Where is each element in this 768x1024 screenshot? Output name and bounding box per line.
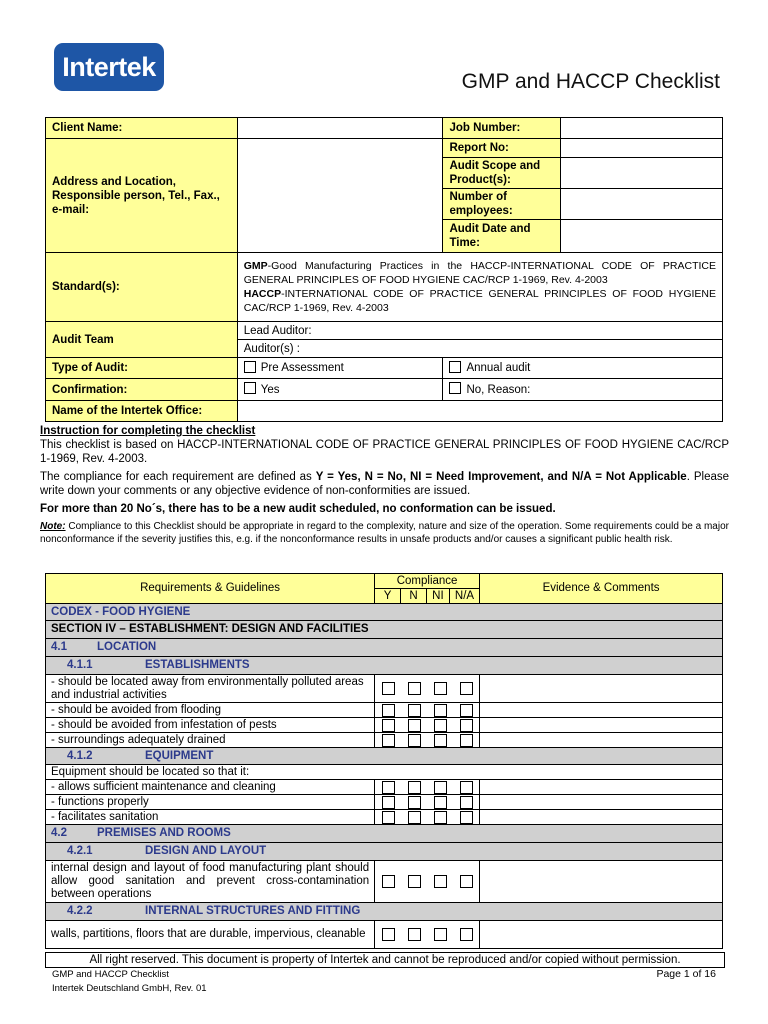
no-reason-option[interactable] [443, 379, 723, 401]
ni-checkbox[interactable] [434, 682, 447, 695]
compliance-checkboxes[interactable] [375, 675, 480, 703]
ni-checkbox[interactable] [434, 928, 447, 941]
table-row: - allows sufficient maintenance and cleaning [46, 780, 375, 795]
heading-4-2-1 [46, 843, 723, 861]
table-row: Equipment should be located so that it: [46, 765, 723, 780]
table-row: - functions properly [46, 795, 375, 810]
yes-checkbox[interactable] [244, 382, 256, 394]
instructions-p3: For more than 20 No´s, there has to be a new audit scheduled, no conformation can be issued. [40, 503, 556, 515]
na-checkbox[interactable] [460, 811, 473, 824]
annual-audit-option[interactable] [443, 358, 723, 379]
compliance-checkboxes[interactable] [375, 861, 480, 903]
footer-company: Intertek Deutschland GmbH, Rev. 01 [52, 983, 207, 994]
n-checkbox[interactable] [408, 719, 421, 732]
compliance-checkboxes[interactable] [375, 795, 480, 810]
heading-4-1-2 [46, 748, 723, 765]
audit-date-field[interactable] [561, 220, 723, 253]
y-checkbox[interactable] [382, 875, 395, 888]
compliance-checkboxes[interactable] [375, 718, 480, 733]
ni-checkbox[interactable] [434, 719, 447, 732]
heading-4-2-number: 4.2 [51, 827, 67, 839]
y-checkbox[interactable] [382, 704, 395, 717]
definition-intro: The compliance for each requirement are defined as [40, 471, 316, 483]
y-checkbox[interactable] [382, 928, 395, 941]
page-number: Page 1 of 16 [656, 968, 716, 980]
compliance-checkboxes[interactable] [375, 921, 480, 949]
n-checkbox[interactable] [408, 704, 421, 717]
haccp-label: HACCP [243, 288, 282, 300]
col-compliance: Compliance [375, 574, 480, 589]
compliance-checkboxes[interactable] [375, 810, 480, 825]
haccp-text: -INTERNATIONAL CODE OF PRACTICE GENERAL PRINCIPLES OF FOOD HYGIENE CAC/RCP 1-1969, Rev. 4-2003 [243, 288, 716, 314]
heading-4-1 [46, 639, 723, 657]
y-checkbox[interactable] [382, 781, 395, 794]
note-label: Note: [40, 521, 66, 532]
report-no-field[interactable] [561, 139, 723, 158]
n-checkbox[interactable] [408, 682, 421, 695]
yes-option[interactable] [237, 379, 443, 401]
instructions [40, 424, 729, 546]
intertek-logo: Intertek [54, 43, 164, 91]
instructions-p1: This checklist is based on HACCP-INTERNATIONAL CODE OF PRACTICE GENERAL PRINCIPLES OF FOOD HYGIENE CAC/RCP 1-1969, Rev. 4-2003. [40, 439, 729, 465]
compliance-checkboxes[interactable] [375, 780, 480, 795]
address-field[interactable] [237, 139, 443, 253]
auditors-field[interactable]: Auditor(s) : [237, 340, 722, 358]
ni-checkbox[interactable] [434, 781, 447, 794]
annual-audit-checkbox[interactable] [449, 361, 461, 373]
gmp-text: -Good Manufacturing Practices in the HACCP-INTERNATIONAL CODE OF PRACTICE GENERAL PRINCIPLES OF FOOD HYGIENE CAC/RCP 1-1969, Rev. 4-2003 [243, 260, 716, 286]
na-checkbox[interactable] [460, 704, 473, 717]
evidence-cell[interactable] [480, 718, 723, 733]
yes-label: Yes [260, 383, 280, 396]
table-row: - should be avoided from flooding [46, 703, 375, 718]
definition-codes: Y = Yes, N = No, NI = Need Improvement, and N/A = Not Applicable [315, 471, 687, 483]
no-reason-label: No, Reason: [466, 383, 531, 396]
pre-assessment-label: Pre Assessment [260, 362, 344, 374]
audit-team-label: Audit Team [46, 322, 238, 358]
y-checkbox[interactable] [382, 719, 395, 732]
audit-date-label: Audit Date and Time: [443, 220, 561, 253]
instructions-note [40, 520, 729, 546]
heading-4-1-1-number: 4.1.1 [67, 659, 93, 671]
y-checkbox[interactable] [382, 796, 395, 809]
checklist-table [45, 573, 723, 949]
rights-notice: All right reserved. This document is property of Intertek and cannot be reproduced and/or copied without permission. [45, 952, 725, 968]
heading-4-1-number: 4.1 [51, 641, 67, 653]
heading-4-2-2-title: INTERNAL STRUCTURES AND FITTING [145, 905, 361, 917]
client-name-field[interactable] [237, 118, 443, 139]
heading-4-2-1-number: 4.2.1 [67, 845, 93, 857]
col-ni: NI [426, 589, 449, 604]
lead-auditor-field[interactable]: Lead Auditor: [237, 322, 722, 340]
ni-checkbox[interactable] [434, 796, 447, 809]
table-row: - facilitates sanitation [46, 810, 375, 825]
page-title: GMP and HACCP Checklist [461, 70, 720, 93]
ni-checkbox[interactable] [434, 875, 447, 888]
definition-tail: . Please write down your comments or any objective evidence of non-conformities are issued. [40, 471, 730, 497]
n-checkbox[interactable] [408, 796, 421, 809]
n-checkbox[interactable] [408, 875, 421, 888]
table-row: internal design and layout of food manufacturing plant should allow good sanitation and prevent cross-contamination between operations [46, 861, 375, 903]
evidence-cell[interactable] [480, 795, 723, 810]
heading-4-1-title: LOCATION [97, 641, 157, 653]
na-checkbox[interactable] [460, 875, 473, 888]
heading-4-1-1 [46, 657, 723, 675]
evidence-cell[interactable] [480, 921, 723, 949]
job-number-label: Job Number: [443, 118, 561, 139]
evidence-cell[interactable] [480, 810, 723, 825]
ni-checkbox[interactable] [434, 811, 447, 824]
heading-4-2-2 [46, 903, 723, 921]
pre-assessment-checkbox[interactable] [244, 361, 256, 373]
footer-left [52, 968, 207, 996]
employees-label: Number of employees: [443, 189, 561, 220]
office-label: Name of the Intertek Office: [46, 401, 238, 422]
y-checkbox[interactable] [382, 682, 395, 695]
audit-scope-field[interactable] [561, 158, 723, 189]
heading-4-2-title: PREMISES AND ROOMS [97, 827, 231, 839]
note-text: Compliance to this Checklist should be appropriate in regard to the complexity, nature and size of the operation. Some requirements could be a major nonconformance if the severity justifies this, e.g. if the nonconformance results in unsafe products and/or causes a significant public health risk. [40, 521, 729, 545]
ni-checkbox[interactable] [434, 734, 447, 747]
address-label: Address and Location, Responsible person, Tel., Fax., e-mail: [46, 139, 238, 253]
table-row: - should be avoided from infestation of pests [46, 718, 375, 733]
n-checkbox[interactable] [408, 734, 421, 747]
employees-field[interactable] [561, 189, 723, 220]
pre-assessment-option[interactable] [237, 358, 443, 379]
na-checkbox[interactable] [460, 734, 473, 747]
n-checkbox[interactable] [408, 928, 421, 941]
col-na: N/A [449, 589, 479, 604]
annual-audit-label: Annual audit [466, 362, 531, 374]
col-n: N [401, 589, 427, 604]
na-checkbox[interactable] [460, 719, 473, 732]
evidence-cell[interactable] [480, 675, 723, 703]
office-field[interactable] [237, 401, 722, 422]
footer-doc-name: GMP and HACCP Checklist [52, 969, 169, 980]
heading-4-2-1-title: DESIGN AND LAYOUT [145, 845, 267, 857]
na-checkbox[interactable] [460, 796, 473, 809]
y-checkbox[interactable] [382, 734, 395, 747]
na-checkbox[interactable] [460, 781, 473, 794]
heading-4-1-2-number: 4.1.2 [67, 749, 93, 762]
job-number-field[interactable] [561, 118, 723, 139]
client-name-label: Client Name: [46, 118, 238, 139]
heading-4-1-1-title: ESTABLISHMENTS [145, 659, 250, 671]
codex-heading: CODEX - FOOD HYGIENE [46, 604, 723, 621]
col-y: Y [375, 589, 401, 604]
gmp-label: GMP [243, 260, 268, 272]
evidence-cell[interactable] [480, 861, 723, 903]
compliance-checkboxes[interactable] [375, 733, 480, 748]
section-heading: SECTION IV – ESTABLISHMENT: DESIGN AND FACILITIES [46, 621, 723, 639]
instructions-heading: Instruction for completing the checklist [40, 425, 256, 437]
table-row: - should be located away from environmentally polluted areas and industrial activities [46, 675, 375, 703]
evidence-cell[interactable] [480, 703, 723, 718]
instructions-p2 [40, 470, 729, 498]
standards-text [237, 253, 722, 322]
evidence-cell[interactable] [480, 780, 723, 795]
no-reason-checkbox[interactable] [449, 382, 461, 394]
evidence-cell[interactable] [480, 733, 723, 748]
ni-checkbox[interactable] [434, 704, 447, 717]
table-row: walls, partitions, floors that are durable, impervious, cleanable [46, 921, 375, 949]
y-checkbox[interactable] [382, 811, 395, 824]
table-row: - surroundings adequately drained [46, 733, 375, 748]
compliance-checkboxes[interactable] [375, 703, 480, 718]
col-requirements: Requirements & Guidelines [46, 574, 375, 604]
heading-4-2-2-number: 4.2.2 [67, 905, 93, 917]
na-checkbox[interactable] [460, 928, 473, 941]
n-checkbox[interactable] [408, 811, 421, 824]
audit-info-table [45, 117, 723, 422]
n-checkbox[interactable] [408, 781, 421, 794]
report-no-label: Report No: [443, 139, 561, 158]
heading-4-2 [46, 825, 723, 843]
confirmation-label: Confirmation: [46, 379, 238, 401]
standards-label: Standard(s): [46, 253, 238, 322]
col-evidence: Evidence & Comments [480, 574, 723, 604]
na-checkbox[interactable] [460, 682, 473, 695]
type-of-audit-label: Type of Audit: [46, 358, 238, 379]
heading-4-1-2-title: EQUIPMENT [145, 749, 214, 762]
audit-scope-label: Audit Scope and Product(s): [443, 158, 561, 189]
